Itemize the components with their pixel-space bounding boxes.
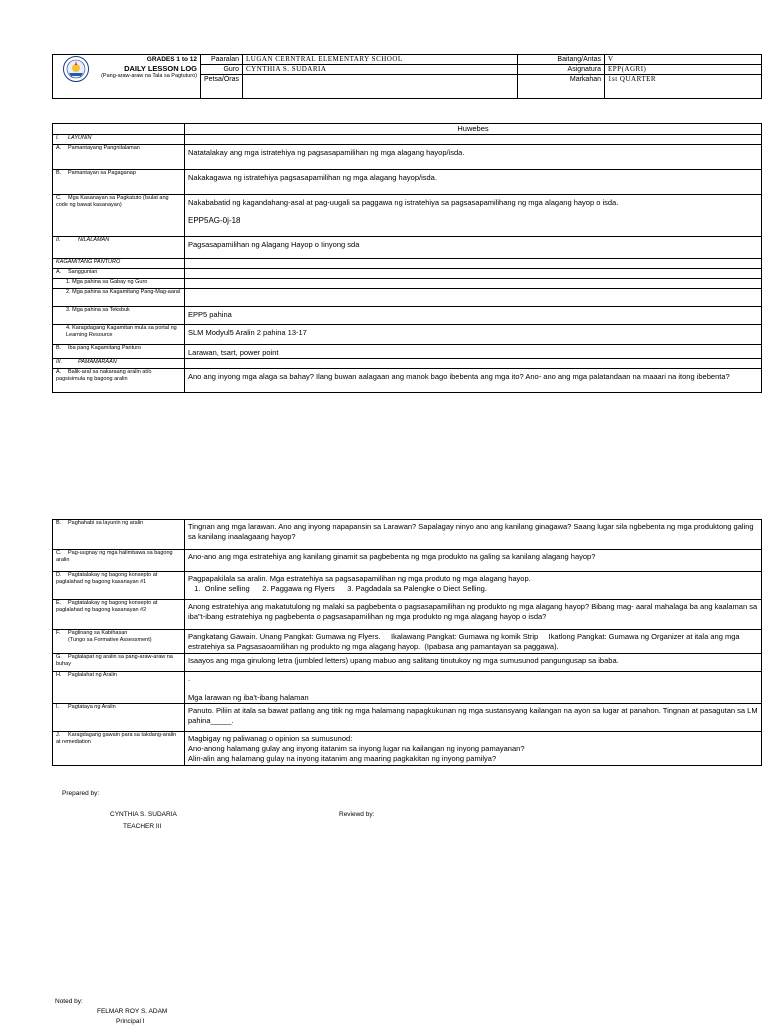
- row-label-cell: [53, 345, 185, 359]
- row-value-cell: [185, 259, 762, 269]
- row-label: 4. Karagdagang Kagamitan mula sa portal ng Learning Resource: [66, 325, 177, 338]
- row-value-line: Magbigay ng paliwanag o opinion sa sumusunod:: [188, 734, 353, 743]
- row-value-cell: [185, 572, 762, 600]
- reviewed-label: Reviewd by:: [339, 811, 375, 818]
- procedure-row: [53, 654, 762, 672]
- row-label: LAYUNIN: [68, 135, 92, 141]
- row-number: C.: [56, 550, 62, 556]
- row-value-cell: [185, 325, 762, 345]
- row-number: I.: [56, 135, 60, 141]
- asignatura-label: Asignatura: [518, 65, 605, 75]
- row-value-cell: [185, 279, 762, 289]
- row-value: Ano ang inyong mga alaga sa bahay? Ilang buwan aalagaan ang manok bago ibebenta ang mga ito? Ano- ano ang mga palatandaan na maaari na itong ibebenta?: [188, 372, 730, 381]
- row-value-line: Isaayos ang mga ginulong letra (jumbled letters) upang mabuo ang salitang tinutukoy ng mga sumusunod pangungusap sa ibaba.: [188, 656, 619, 665]
- row-label: Paglalahat ng Aralin: [68, 672, 117, 678]
- row-label-cell: [53, 550, 185, 572]
- row-label: Iba pang Kagamitang Panturo: [68, 345, 142, 351]
- row-number: G.: [56, 654, 62, 660]
- row-label-cell: [53, 289, 185, 307]
- row-label-cell: [53, 325, 185, 345]
- row-label-cell: [53, 572, 185, 600]
- row-value-line: Pangkatang Gawain. Unang Pangkat: Gumawa ng Flyers. Ikalawang Pangkat: Gumawa ng komik Strip Ikatlong Pangkat: Gumawa ng Organizer at itala ang mga estratehiya sa Pagsasaoamilihan ng produkto ng mga alagang hayop. (Ipabasa ang pamantayan sa paggawa).: [188, 632, 742, 651]
- row-value-cell: [185, 630, 762, 654]
- row-label-cell: [53, 269, 185, 279]
- prepared-label: Prepared by:: [62, 790, 100, 797]
- row-value-cell: [185, 369, 762, 393]
- row-label: Sanggunian: [68, 269, 98, 275]
- main-row: [53, 307, 762, 325]
- paaralan-label: Paaralan: [201, 55, 243, 65]
- markahan-label: Markahan: [518, 75, 605, 99]
- row-label-cell: [53, 369, 185, 393]
- row-label: Paglinang sa Kabihasan: [68, 630, 128, 636]
- row-value: EPP5 pahina: [188, 310, 232, 319]
- main-row: [53, 325, 762, 345]
- row-label: Paghahabi sa layunin ng aralin: [68, 520, 144, 526]
- row-label: Karagdagang gawain para sa takdang-aralin at remediation: [56, 732, 177, 745]
- row-value-cell: [185, 289, 762, 307]
- row-sublabel: (Tungo sa Formative Assessment): [68, 637, 152, 643]
- prepared-title: TEACHER III: [123, 823, 162, 830]
- main-row: [53, 279, 762, 289]
- paaralan-value: LUGAN CERNTRAL ELEMENTARY SCHOOL: [243, 55, 518, 65]
- row-number: B.: [56, 520, 62, 526]
- row-label: Pamantayang Pangnilalaman: [68, 145, 140, 151]
- row-value-cell: [185, 600, 762, 630]
- row-value: Nakababatid ng kagandahang-asal at pag-uugali sa paggawa ng istratehiya sa pagsasapamilihang ng mga alagang hayop o isda.: [188, 198, 619, 207]
- procedure-table: [52, 519, 762, 766]
- procedure-row: [53, 550, 762, 572]
- row-label-cell: [53, 237, 185, 259]
- row-label: KAGAMITANG PANTURO: [56, 259, 121, 265]
- row-label-cell: [53, 359, 185, 369]
- row-value-line: 1. Online selling 2. Paggawa ng Flyers 3. Pagdadala sa Palengke o Diect Selling.: [188, 584, 487, 593]
- row-label: Pagtatalakay ng bagong konsepto at paglalahad ng bagong kasanayan #2: [56, 600, 158, 613]
- row-label-cell: [53, 654, 185, 672]
- row-value-cell: [185, 307, 762, 325]
- row-value-cell: [185, 550, 762, 572]
- row-value-cell: [185, 654, 762, 672]
- main-row: [53, 259, 762, 269]
- row-value-line: [188, 684, 758, 693]
- row-number: A.: [56, 269, 62, 275]
- main-row: [53, 135, 762, 145]
- row-value-cell: [185, 345, 762, 359]
- row-value-line: Alin-alin ang halamang gulay na inyong itatanim ang maaring pagkakitan ng inyong pamilya?: [188, 754, 497, 763]
- row-label-cell: [53, 279, 185, 289]
- procedure-row: [53, 630, 762, 654]
- row-number: III.: [56, 359, 63, 365]
- main-row: [53, 145, 762, 170]
- row-label-cell: [53, 307, 185, 325]
- row-label: Pagtataya ng Aralin: [68, 704, 116, 710]
- row-value: Natatalakay ang mga istratehiya ng pagsasapamilihan ng mga alagang hayop/isda.: [188, 148, 465, 157]
- row-label-cell: [53, 704, 185, 732]
- main-row: [53, 289, 762, 307]
- row-number: B.: [56, 170, 62, 176]
- row-value-cell: [185, 359, 762, 369]
- row-value: Larawan, tsart, power point: [188, 348, 279, 357]
- row-value-cell: [185, 195, 762, 237]
- row-label-cell: [53, 145, 185, 170]
- row-label-cell: [53, 520, 185, 550]
- row-number: J.: [56, 732, 61, 738]
- day-header: Huwebes: [185, 124, 762, 135]
- main-table: [52, 123, 762, 393]
- row-label: 2. Mga pahina sa Kagamitang Pang-Mag-aaral: [66, 289, 181, 295]
- asignatura-value: EPP(AGRI): [605, 65, 762, 75]
- row-label-cell: [53, 170, 185, 195]
- procedure-row: [53, 704, 762, 732]
- dll-title-cell: [53, 55, 201, 99]
- row-value-cell: [185, 520, 762, 550]
- row-label: Balik-aral sa nakaraang aralin at/o pagsisimula ng bagong aralin: [56, 369, 152, 382]
- main-row: [53, 359, 762, 369]
- noted-label: Noted by:: [55, 998, 83, 1005]
- petsa-label: Petsa/Oras: [201, 75, 243, 99]
- row-label: 3. Mga pahina sa Teksbuk: [66, 307, 130, 313]
- row-value-line: .: [188, 674, 191, 683]
- row-value-cell: [185, 135, 762, 145]
- row-value: Pagsasapamilihan ng Alagang Hayop o Iinyong sda: [188, 240, 360, 249]
- row-number: H.: [56, 672, 62, 678]
- markahan-value: 1st QUARTER: [605, 75, 762, 99]
- row-value-cell: [185, 732, 762, 766]
- main-row: [53, 195, 762, 237]
- row-number: D.: [56, 572, 62, 578]
- row-number: B.: [56, 345, 62, 351]
- row-label-cell: [53, 259, 185, 269]
- row-label: Paglalapat ng aralin sa pang-araw-araw na buhay: [56, 654, 173, 667]
- row-value-cell: [185, 672, 762, 704]
- baitang-value: V: [605, 55, 762, 65]
- dll-sub-label: (Pang-araw-araw na Tala sa Pagtuturo): [101, 73, 197, 79]
- main-row: [53, 237, 762, 259]
- row-value-line: Ano-anong halamang gulay ang inyong itatanim sa inyong lugar na kailangan ng inyong pamayanan?: [188, 744, 525, 753]
- row-number: F.: [56, 630, 61, 636]
- main-row: [53, 170, 762, 195]
- baitang-label: Baitang/Antas: [518, 55, 605, 65]
- prepared-name: CYNTHIA S. SUDARIA: [110, 811, 177, 818]
- row-value-cell: [185, 269, 762, 279]
- row-label: PAMAMARAAN: [78, 359, 117, 365]
- row-label-cell: [53, 732, 185, 766]
- procedure-row: [53, 732, 762, 766]
- noted-name: FELMAR ROY S. ADAM: [97, 1008, 168, 1015]
- row-label-cell: [53, 135, 185, 145]
- main-row: [53, 369, 762, 393]
- row-label-cell: [53, 672, 185, 704]
- guro-value: CYNTHIA S. SUDARIA: [243, 65, 518, 75]
- row-value-cell: [185, 145, 762, 170]
- row-value-cell: [185, 704, 762, 732]
- guro-label: Guro: [201, 65, 243, 75]
- row-number: A.: [56, 145, 62, 151]
- main-row: [53, 269, 762, 279]
- row-value-cell: [185, 237, 762, 259]
- row-label: Mga Kasanayan sa Pagkatuto (Isulat ang code ng bawat kasanayan): [56, 195, 169, 208]
- row-label: 1. Mga pahina sa Gabay ng Guro: [66, 279, 148, 285]
- row-number: C.: [56, 195, 62, 201]
- row-label: Pagtatalakay ng bagong konsepto at paglalahad ng bagong kasanayan #1: [56, 572, 158, 585]
- row-number: II.: [56, 237, 61, 243]
- row-value-line: Tingnan ang mga larawan. Ano ang inyong napapansin sa Larawan? Sapalagay ninyo ano ang kanilang ginagawa? Saang lugar sila ngbebenta ng mga produktong galing sa kanilang inaalagaang hayop?: [188, 522, 756, 541]
- procedure-row: [53, 520, 762, 550]
- procedure-row: [53, 572, 762, 600]
- noted-title: Principal I: [116, 1018, 145, 1025]
- row-value-line: Pagpapakilala sa aralin. Mga estratehiya sa pagsasapamilihan ng mga produto ng mga alagang hayop.: [188, 574, 531, 583]
- row-number: E.: [56, 600, 62, 606]
- header-table: [52, 54, 762, 99]
- grades-label: GRADES 1 to 12: [146, 56, 197, 63]
- main-row: [53, 345, 762, 359]
- procedure-row: [53, 672, 762, 704]
- dll-label: DAILY LESSON LOG: [124, 64, 197, 73]
- row-value: Nakakagawa ng istratehiya pagsasapamilihan ng mga alagang hayop/isda.: [188, 173, 437, 182]
- row-value-cell: [185, 170, 762, 195]
- row-value-line: Panuto. Piliin at itala sa bawat patlang ang titik ng mga halamang napagkukunan ng mga sustansyang kailangan na ayon sa lugar at panahon. Tingnan at pasagutan sa LM pahina_____.: [188, 706, 760, 725]
- row-label-cell: [53, 195, 185, 237]
- petsa-value: [243, 75, 518, 99]
- row-number: I.: [56, 704, 60, 710]
- row-label: NILALAMAN: [78, 237, 110, 243]
- row-value-line: Ano-ano ang mga estratehiya ang kanilang ginamit sa pagbebenta ng mga produkto na galing sa kanilang alagang hayop?: [188, 552, 596, 561]
- row-label: Pamantayan sa Pagaganap: [68, 170, 136, 176]
- row-value: SLM Modyul5 Aralin 2 pahina 13-17: [188, 328, 307, 337]
- row-value-line: Mga larawan ng iba't-ibang halaman: [188, 693, 309, 702]
- row-label: Pag-uugnay ng mga halimbawa sa bagong aralin: [56, 550, 173, 563]
- row-value-line: Anong estratehiya ang makatutulong ng malaki sa pagbebenta o pagsasapamilihan ng produkto ng mga alagang hayop? Bibang mag- aaral mahalaga ba ang kaalaman sa iba"t-ibang estratehiya ng pagbebenta o pagsasapamilihan ng mga produkto ng mga alagang hayop o isda?: [188, 602, 760, 621]
- competency-code: EPP5AG-0j-18: [188, 216, 241, 225]
- row-label-cell: [53, 600, 185, 630]
- procedure-row: [53, 600, 762, 630]
- row-label-cell: [53, 630, 185, 654]
- row-number: A.: [56, 369, 62, 375]
